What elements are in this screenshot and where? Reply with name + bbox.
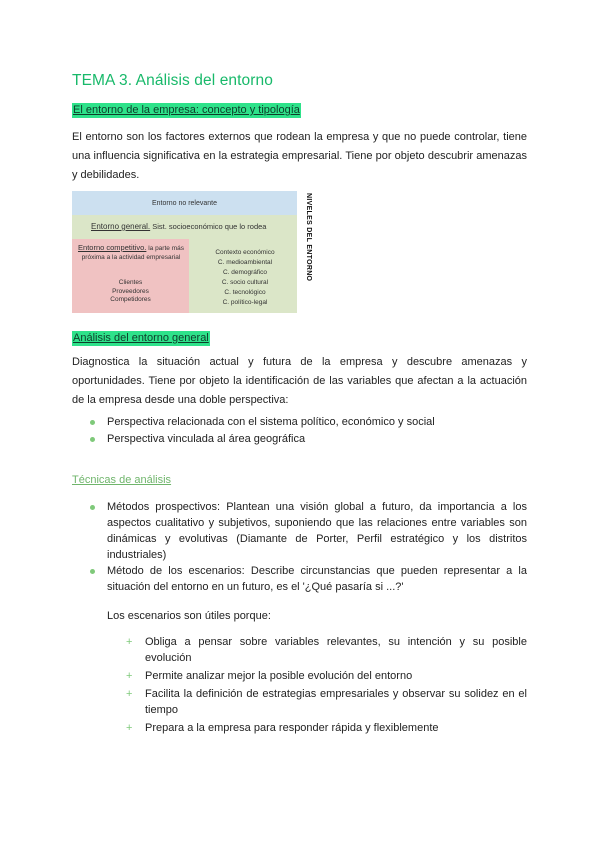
diagram-outer-label: Entorno no relevante — [152, 200, 217, 207]
paragraph-entorno-definicion: El entorno son los factores externos que rodean la empresa y que no puede controlar, tiene una influencia significativa en la estrategia empresarial. Tiene por objeto descubrir amenazas y debilidades. — [72, 131, 527, 181]
diagram-general-label — [91, 222, 266, 231]
diagram-general-item: C. político-legal — [222, 299, 268, 306]
diagram-competitive-label — [78, 243, 184, 262]
diagram-general-item: C. demográfico — [222, 269, 268, 276]
diagram-competitive-item: Competidores — [110, 296, 151, 303]
list-item: Perspectiva relacionada con el sistema político, económico y social — [72, 414, 527, 430]
diagram-vertical-label — [294, 191, 316, 313]
diagram-competitive-title: Entorno competitivo. — [78, 243, 147, 252]
list-item: + Prepara a la empresa para responder rápida y flexiblemente — [72, 720, 527, 736]
list-item: Perspectiva vinculada al área geográfica — [72, 431, 527, 447]
diagram-general-item: C. tecnológico — [224, 289, 266, 296]
diagram-competitive-box — [72, 239, 189, 313]
section-heading-concepto: El entorno de la empresa: concepto y tipología — [73, 104, 300, 116]
list-item: Método de los escenarios: Describe circunstancias que pueden representar a la situación del entorno en un futuro, es el '¿Qué pasaría si ...?' — [72, 563, 527, 595]
diagram-general-list — [193, 248, 297, 308]
perspectives-list — [72, 414, 527, 447]
diagram-competitive-item: Clientes — [118, 279, 143, 286]
scenarios-list — [72, 634, 527, 736]
list-item: Métodos prospectivos: Plantean una visión global a futuro, da importancia a los aspectos cualitativo y subjetivos, suponiendo que las relaciones entre variables son dinámicas y evolutivas (Diamante de Porter, Perfil estratégico y los distritos industriales) — [72, 499, 527, 563]
subsection-heading-tecnicas: Técnicas de análisis — [72, 474, 172, 486]
diagram-vertical-text: NIVELES DEL ENTORNO — [305, 193, 312, 282]
list-item: + Facilita la definición de estrategias empresariales y observar su solidez en el tiempo — [72, 686, 527, 718]
page-title: TEMA 3. Análisis del entorno — [72, 72, 273, 89]
diagram-competitive-list — [72, 279, 189, 305]
diagram-general-item: C. socio cultural — [221, 279, 269, 286]
list-item: + Obliga a pensar sobre variables relevantes, su intención y su posible evolución — [72, 634, 527, 666]
diagram-general-item: C. medioambiental — [217, 259, 273, 266]
techniques-list — [72, 499, 527, 595]
diagram-competitive-desc: la parte más próxima a la actividad empresarial — [81, 245, 184, 261]
diagram-general-desc: Sist. socioeconómico que lo rodea — [152, 222, 267, 231]
diagram-general-item: Contexto económico — [215, 249, 275, 256]
scenarios-lead: Los escenarios son útiles porque: — [107, 610, 271, 622]
diagram-competitive-item: Proveedores — [112, 287, 149, 295]
entorno-levels-diagram — [72, 191, 316, 313]
section-heading-entorno-general: Análisis del entorno general — [73, 332, 209, 344]
paragraph-entorno-general: Diagnostica la situación actual y futura de la empresa y descubre amenazas y oportunidades. Tiene por objeto la identificación de las variables que afectan a la actuación de la empresa desde una doble perspectiva: — [72, 356, 527, 406]
list-item: + Permite analizar mejor la posible evolución del entorno — [72, 668, 527, 684]
diagram-general-title: Entorno general. — [91, 222, 151, 231]
